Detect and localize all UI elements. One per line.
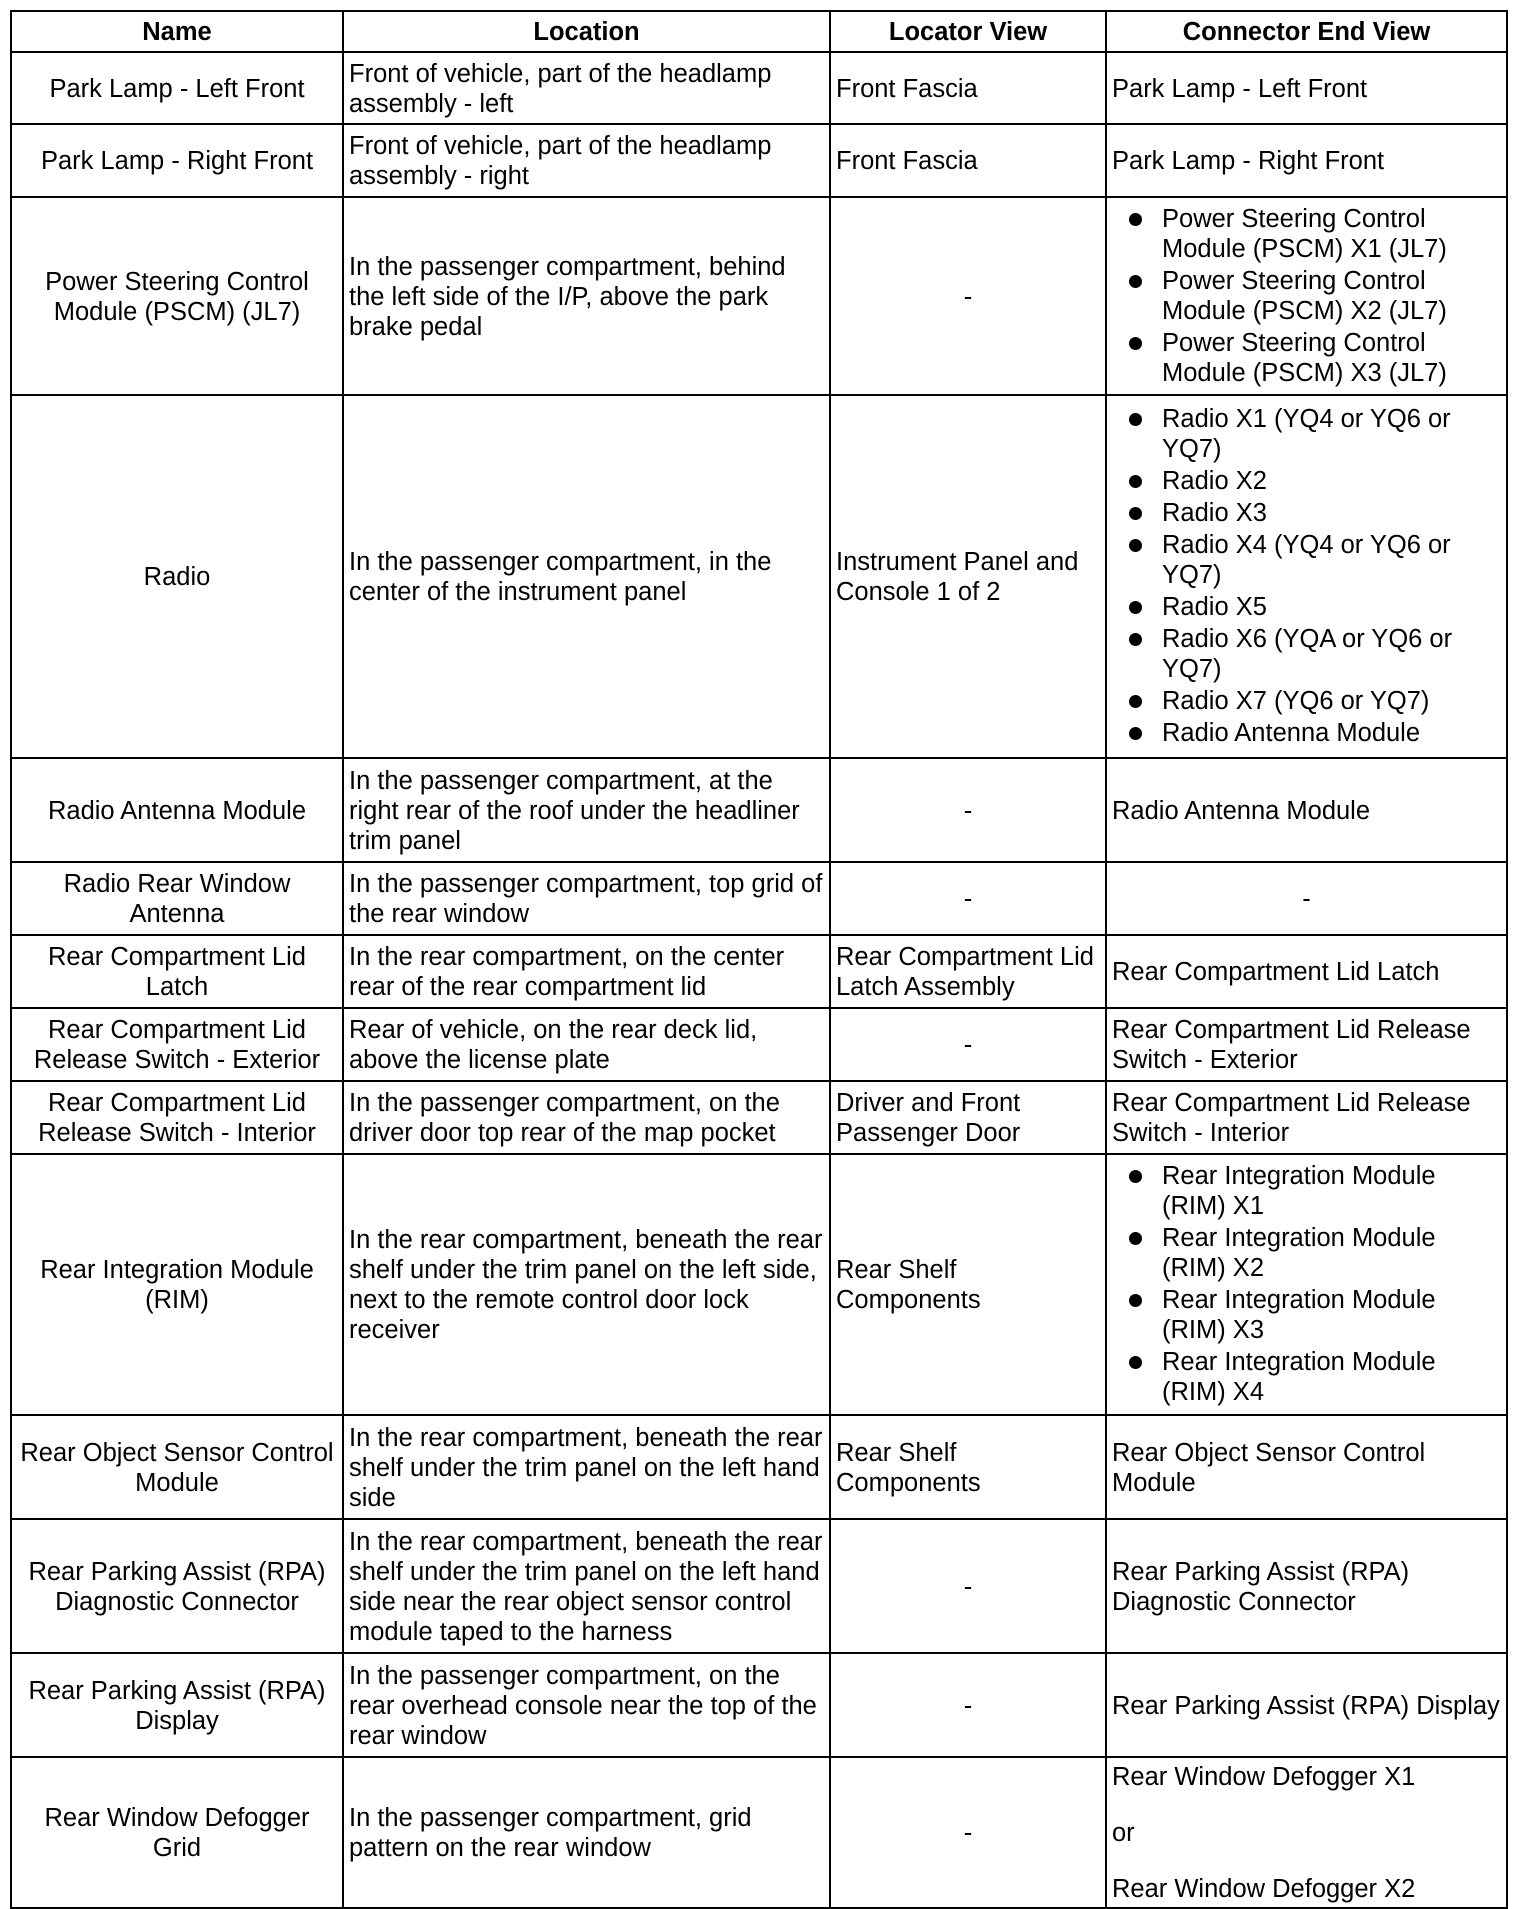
header-row bbox=[11, 11, 1507, 52]
header-name: Name bbox=[11, 11, 343, 52]
cell-location: Rear of vehicle, on the rear deck lid, above the license plate bbox=[343, 1008, 830, 1081]
header-locator-view: Locator View bbox=[830, 11, 1106, 52]
cell-locator-view: - bbox=[830, 197, 1106, 395]
cell-locator-view: Front Fascia bbox=[830, 124, 1106, 197]
table-row bbox=[11, 197, 1507, 395]
cell-connector-end-view: Park Lamp - Left Front bbox=[1106, 52, 1507, 124]
cell-locator-view: Rear Compartment Lid Latch Assembly bbox=[830, 935, 1106, 1008]
cell-location: In the passenger compartment, on the rear overhead console near the top of the rear window bbox=[343, 1653, 830, 1757]
list-item: Radio Antenna Module bbox=[1112, 718, 1501, 748]
cell-connector-end-view: Rear Parking Assist (RPA) Display bbox=[1106, 1653, 1507, 1757]
cell-name: Radio Antenna Module bbox=[11, 758, 343, 862]
cell-name: Park Lamp - Right Front bbox=[11, 124, 343, 197]
cell-location: Front of vehicle, part of the headlamp assembly - left bbox=[343, 52, 830, 124]
header-location: Location bbox=[343, 11, 830, 52]
list-item: Rear Integration Module (RIM) X2 bbox=[1112, 1223, 1501, 1283]
cell-connector-end-view: Rear Object Sensor Control Module bbox=[1106, 1415, 1507, 1519]
list-item: Power Steering Control Module (PSCM) X2 (JL7) bbox=[1112, 266, 1501, 326]
cell-locator-view: - bbox=[830, 758, 1106, 862]
cell-connector-end-view: Park Lamp - Right Front bbox=[1106, 124, 1507, 197]
table-row bbox=[11, 1008, 1507, 1081]
table-row bbox=[11, 758, 1507, 862]
table-row bbox=[11, 1081, 1507, 1154]
table-row bbox=[11, 124, 1507, 197]
cell-locator-view: - bbox=[830, 1008, 1106, 1081]
cell-location: In the passenger compartment, top grid of the rear window bbox=[343, 862, 830, 935]
connector-list bbox=[1112, 204, 1501, 388]
connector-option: Rear Window Defogger X2 bbox=[1112, 1875, 1416, 1903]
cell-connector-end-view bbox=[1106, 1757, 1507, 1908]
cell-locator-view: - bbox=[830, 862, 1106, 935]
cell-location: In the rear compartment, beneath the rear shelf under the trim panel on the left hand side near the rear object sensor control module taped to the harness bbox=[343, 1519, 830, 1653]
cell-name: Rear Compartment Lid Latch bbox=[11, 935, 343, 1008]
table-row bbox=[11, 1415, 1507, 1519]
connector-or-label: or bbox=[1112, 1819, 1135, 1847]
connector-stack bbox=[1112, 1762, 1501, 1904]
table-row bbox=[11, 1519, 1507, 1653]
list-item: Power Steering Control Module (PSCM) X1 (JL7) bbox=[1112, 204, 1501, 264]
list-item: Radio X3 bbox=[1112, 498, 1501, 528]
cell-location: Front of vehicle, part of the headlamp assembly - right bbox=[343, 124, 830, 197]
cell-name: Power Steering Control Module (PSCM) (JL7) bbox=[11, 197, 343, 395]
table-row bbox=[11, 395, 1507, 758]
cell-location: In the passenger compartment, in the center of the instrument panel bbox=[343, 395, 830, 758]
cell-name: Rear Parking Assist (RPA) Display bbox=[11, 1653, 343, 1757]
cell-connector-end-view bbox=[1106, 395, 1507, 758]
table-row bbox=[11, 862, 1507, 935]
cell-locator-view: - bbox=[830, 1653, 1106, 1757]
list-item: Rear Integration Module (RIM) X4 bbox=[1112, 1347, 1501, 1407]
cell-location: In the passenger compartment, grid pattern on the rear window bbox=[343, 1757, 830, 1908]
cell-connector-end-view: - bbox=[1106, 862, 1507, 935]
cell-location: In the rear compartment, beneath the rear shelf under the trim panel on the left side, next to the remote control door lock receiver bbox=[343, 1154, 830, 1415]
table-row bbox=[11, 1154, 1507, 1415]
cell-locator-view: Rear Shelf Components bbox=[830, 1154, 1106, 1415]
cell-name: Radio Rear Window Antenna bbox=[11, 862, 343, 935]
cell-connector-end-view: Rear Compartment Lid Release Switch - Exterior bbox=[1106, 1008, 1507, 1081]
cell-name: Radio bbox=[11, 395, 343, 758]
cell-name: Park Lamp - Left Front bbox=[11, 52, 343, 124]
cell-locator-view: - bbox=[830, 1519, 1106, 1653]
list-item: Radio X1 (YQ4 or YQ6 or YQ7) bbox=[1112, 404, 1501, 464]
table-row bbox=[11, 1757, 1507, 1908]
cell-name: Rear Window Defogger Grid bbox=[11, 1757, 343, 1908]
cell-locator-view: Driver and Front Passenger Door bbox=[830, 1081, 1106, 1154]
cell-locator-view: Rear Shelf Components bbox=[830, 1415, 1106, 1519]
cell-name: Rear Parking Assist (RPA) Diagnostic Connector bbox=[11, 1519, 343, 1653]
header-connector-end-view: Connector End View bbox=[1106, 11, 1507, 52]
list-item: Rear Integration Module (RIM) X1 bbox=[1112, 1161, 1501, 1221]
list-item: Rear Integration Module (RIM) X3 bbox=[1112, 1285, 1501, 1345]
table-row bbox=[11, 52, 1507, 124]
cell-connector-end-view: Rear Compartment Lid Release Switch - Interior bbox=[1106, 1081, 1507, 1154]
cell-location: In the passenger compartment, behind the left side of the I/P, above the park brake pedal bbox=[343, 197, 830, 395]
cell-name: Rear Integration Module (RIM) bbox=[11, 1154, 343, 1415]
cell-name: Rear Compartment Lid Release Switch - Exterior bbox=[11, 1008, 343, 1081]
spacer bbox=[1112, 1792, 1501, 1818]
connector-list bbox=[1112, 1161, 1501, 1407]
cell-name: Rear Object Sensor Control Module bbox=[11, 1415, 343, 1519]
cell-connector-end-view bbox=[1106, 1154, 1507, 1415]
cell-connector-end-view bbox=[1106, 197, 1507, 395]
connector-option: Rear Window Defogger X1 bbox=[1112, 1763, 1416, 1791]
component-locator-table bbox=[10, 10, 1508, 1909]
list-item: Radio X4 (YQ4 or YQ6 or YQ7) bbox=[1112, 530, 1501, 590]
table-row bbox=[11, 935, 1507, 1008]
cell-locator-view: Instrument Panel and Console 1 of 2 bbox=[830, 395, 1106, 758]
cell-location: In the rear compartment, on the center rear of the rear compartment lid bbox=[343, 935, 830, 1008]
cell-connector-end-view: Rear Compartment Lid Latch bbox=[1106, 935, 1507, 1008]
cell-connector-end-view: Rear Parking Assist (RPA) Diagnostic Connector bbox=[1106, 1519, 1507, 1653]
connector-list bbox=[1112, 404, 1501, 748]
list-item: Power Steering Control Module (PSCM) X3 (JL7) bbox=[1112, 328, 1501, 388]
list-item: Radio X5 bbox=[1112, 592, 1501, 622]
list-item: Radio X7 (YQ6 or YQ7) bbox=[1112, 686, 1501, 716]
cell-location: In the passenger compartment, at the right rear of the roof under the headliner trim panel bbox=[343, 758, 830, 862]
cell-name: Rear Compartment Lid Release Switch - Interior bbox=[11, 1081, 343, 1154]
cell-locator-view: - bbox=[830, 1757, 1106, 1908]
cell-location: In the rear compartment, beneath the rear shelf under the trim panel on the left hand side bbox=[343, 1415, 830, 1519]
cell-locator-view: Front Fascia bbox=[830, 52, 1106, 124]
list-item: Radio X2 bbox=[1112, 466, 1501, 496]
cell-location: In the passenger compartment, on the driver door top rear of the map pocket bbox=[343, 1081, 830, 1154]
list-item: Radio X6 (YQA or YQ6 or YQ7) bbox=[1112, 624, 1501, 684]
spacer bbox=[1112, 1848, 1501, 1874]
cell-connector-end-view: Radio Antenna Module bbox=[1106, 758, 1507, 862]
table-row bbox=[11, 1653, 1507, 1757]
component-locator-table-wrapper bbox=[10, 10, 1508, 1909]
